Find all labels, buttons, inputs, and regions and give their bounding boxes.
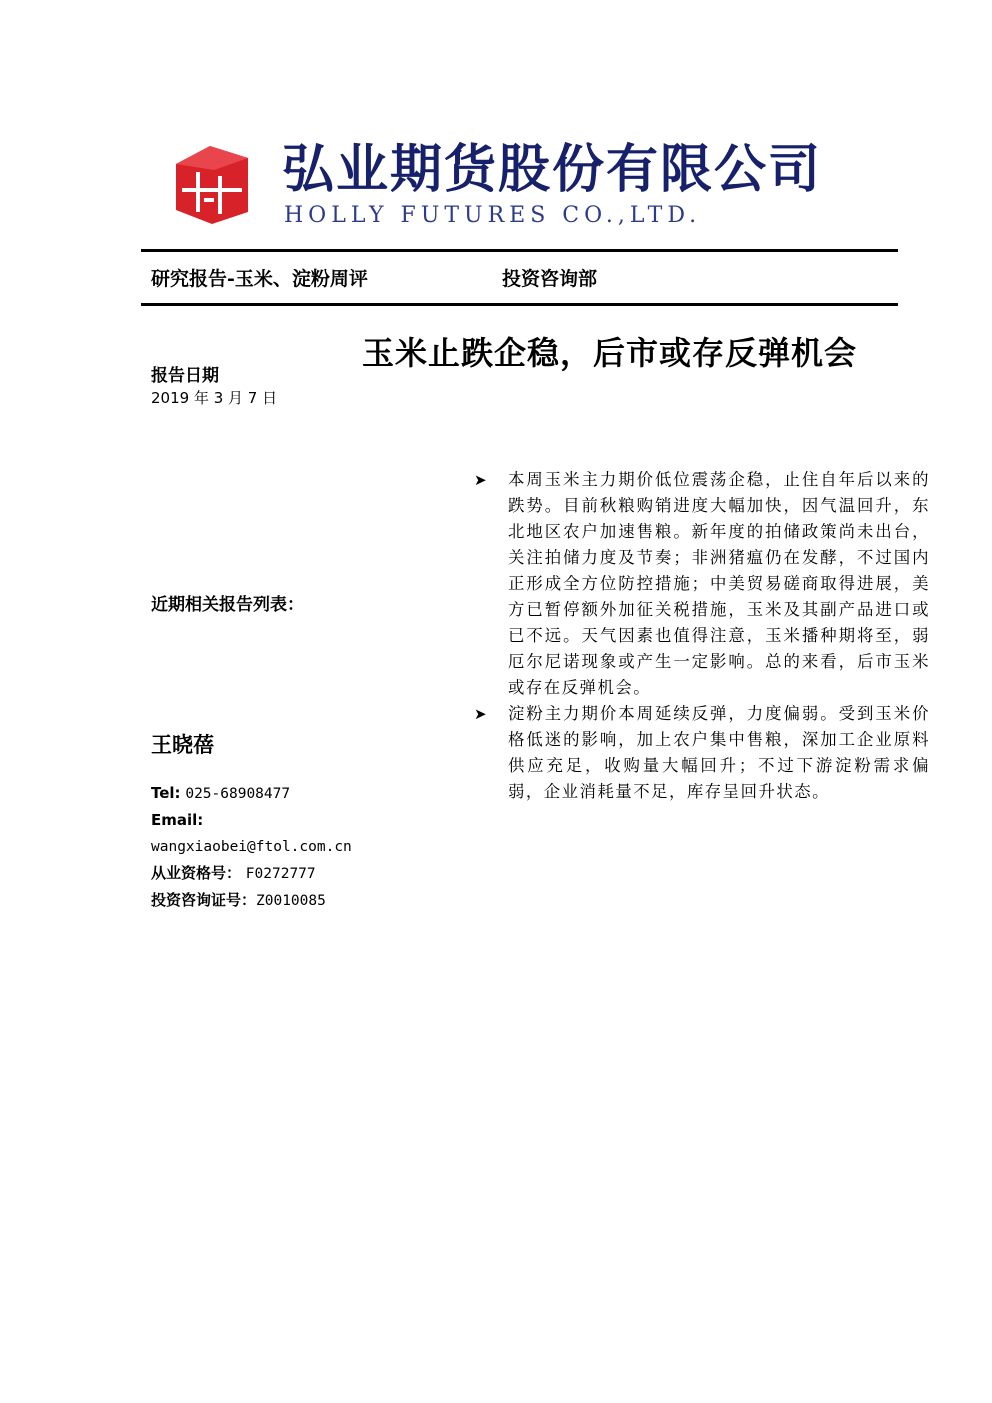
email-label: Email: <box>151 811 204 829</box>
author-name: 王晓蓓 <box>151 732 214 757</box>
tel-row <box>151 780 352 807</box>
license-row <box>151 860 352 887</box>
report-date-label: 报告日期 <box>151 366 219 386</box>
tel-value: 025-68908477 <box>185 786 291 802</box>
advisor-value: Z0010085 <box>256 893 326 909</box>
license-label: 从业资格号： <box>151 864 242 882</box>
header-top-rule <box>141 249 898 252</box>
advisor-row <box>151 887 352 914</box>
company-name-en: HOLLY FUTURES CO.,LTD. <box>284 203 702 228</box>
summary-bullet <box>474 701 930 805</box>
company-name-cn: 弘业期货股份有限公司 <box>282 139 823 200</box>
advisor-label: 投资咨询证号： <box>151 891 257 909</box>
report-type: 研究报告-玉米、淀粉周评 <box>151 268 368 290</box>
summary-bullets <box>474 467 930 805</box>
bullet-text: 淀粉主力期价本周延续反弹，力度偏弱。受到玉米价格低迷的影响，加上农户集中售粮，深加工企业原料供应充足，收购量大幅回升；不过下游淀粉需求偏弱，企业消耗量不足，库存呈回升状态。 <box>508 704 930 801</box>
license-value: F0272777 <box>245 866 316 882</box>
department: 投资咨询部 <box>502 268 598 290</box>
report-date-value: 2019 年 3 月 7 日 <box>151 389 278 407</box>
tel-label: Tel: <box>151 784 181 802</box>
author-contact <box>151 780 352 914</box>
email-value[interactable]: wangxiaobei@ftol.com.cn <box>151 839 352 855</box>
related-reports-label: 近期相关报告列表： <box>151 595 304 615</box>
report-title: 玉米止跌企稳，后市或存反弹机会 <box>362 334 858 372</box>
header-bottom-rule <box>141 303 898 306</box>
email-label-row <box>151 807 352 833</box>
company-logo-icon <box>168 142 252 226</box>
bullet-text: 本周玉米主力期价低位震荡企稳，止住自年后以来的跌势。目前秋粮购销进度大幅加快，因气温回升，东北地区农户加速售粮。新年度的拍储政策尚未出台，关注拍储力度及节奏；非洲猪瘟仍在发酵，不过国内正形成全方位防控措施；中美贸易磋商取得进展，美方已暂停额外加征关税措施，玉米及其副产品进口或已不远。天气因素也值得注意，玉米播种期将至，弱厄尔尼诺现象或产生一定影响。总的来看，后市玉米或存在反弹机会。 <box>508 470 930 697</box>
arrow-bullet-icon: ➤ <box>474 705 489 723</box>
summary-bullet <box>474 467 930 701</box>
email-row <box>151 833 352 860</box>
arrow-bullet-icon: ➤ <box>474 471 489 489</box>
